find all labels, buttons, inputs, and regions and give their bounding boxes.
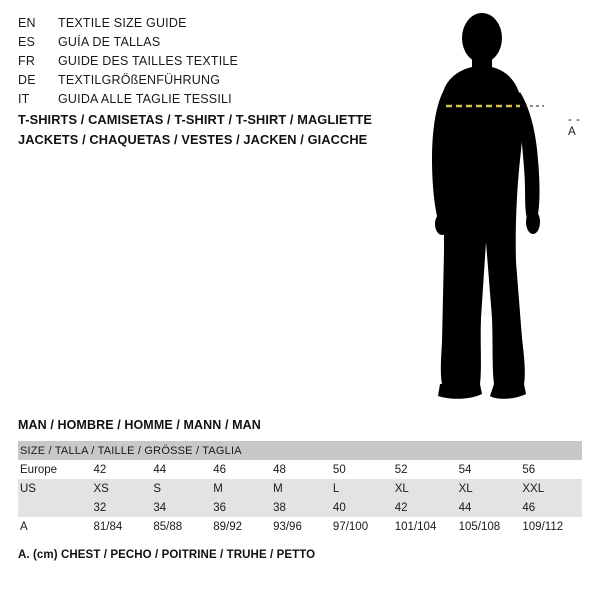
cell-europe-7: 54 [455, 460, 519, 479]
language-row-it [18, 90, 368, 109]
cell-europe-4: 48 [269, 460, 329, 479]
language-text-en: TEXTILE SIZE GUIDE [58, 16, 187, 30]
cell-europe-2: 44 [149, 460, 209, 479]
table-header-label: SIZE / TALLA / TAILLE / GRÖSSE / TAGLIA [18, 441, 582, 460]
table-title-man: MAN / HOMBRE / HOMME / MANN / MAN [18, 418, 261, 432]
language-text-it: GUIDA ALLE TAGLIE TESSILI [58, 92, 232, 106]
cell-a-6: 101/104 [391, 517, 455, 536]
table-row [18, 479, 582, 498]
language-row-de [18, 71, 368, 90]
cell-us-2: S [149, 479, 209, 498]
language-row-fr [18, 52, 368, 71]
category-list [18, 110, 418, 150]
cell-a-1: 81/84 [89, 517, 149, 536]
cell-us-5: L [329, 479, 391, 498]
size-table [18, 441, 582, 536]
silhouette-icon [420, 12, 590, 412]
cell-a-2: 85/88 [149, 517, 209, 536]
cell-us-6: XL [391, 479, 455, 498]
language-text-de: TEXTILGRÖßENFÜHRUNG [58, 73, 221, 87]
table-row [18, 460, 582, 479]
cell-usnum-6: 42 [391, 498, 455, 517]
cell-usnum-7: 44 [455, 498, 519, 517]
cell-us-8: XXL [518, 479, 582, 498]
male-silhouette-figure [420, 12, 590, 412]
footnote-chest: A. (cm) CHEST / PECHO / POITRINE / TRUHE / PETTO [18, 549, 316, 561]
language-code-fr: FR [18, 54, 36, 68]
cell-us-4: M [269, 479, 329, 498]
cell-usnum-5: 40 [329, 498, 391, 517]
language-row-es [18, 33, 368, 52]
cell-europe-8: 56 [518, 460, 582, 479]
cell-usnum-1: 32 [89, 498, 149, 517]
language-row-en [18, 14, 368, 33]
cell-usnum-3: 36 [209, 498, 269, 517]
language-code-de: DE [18, 73, 36, 87]
cell-a-5: 97/100 [329, 517, 391, 536]
cell-europe-6: 52 [391, 460, 455, 479]
cell-europe-5: 50 [329, 460, 391, 479]
language-code-en: EN [18, 16, 36, 30]
category-jackets: JACKETS / CHAQUETAS / VESTES / JACKEN / GIACCHE [18, 132, 368, 147]
cell-a-3: 89/92 [209, 517, 269, 536]
cell-us-3: M [209, 479, 269, 498]
language-text-fr: GUIDE DES TAILLES TEXTILE [58, 54, 239, 68]
cell-a-4: 93/96 [269, 517, 329, 536]
language-text-es: GUÍA DE TALLAS [58, 35, 161, 49]
row-label-us-numeric [18, 498, 89, 517]
cell-usnum-4: 38 [269, 498, 329, 517]
cell-europe-1: 42 [89, 460, 149, 479]
row-label-europe: Europe [18, 460, 89, 479]
measurement-callout-a: - - A [568, 114, 581, 138]
cell-europe-3: 46 [209, 460, 269, 479]
language-list [18, 14, 368, 109]
category-tshirts: T-SHIRTS / CAMISETAS / T-SHIRT / T-SHIRT / MAGLIETTE [18, 112, 373, 127]
size-table-wrapper [18, 441, 582, 536]
cell-a-7: 105/108 [455, 517, 519, 536]
cell-usnum-2: 34 [149, 498, 209, 517]
cell-us-7: XL [455, 479, 519, 498]
cell-usnum-8: 46 [518, 498, 582, 517]
cell-a-8: 109/112 [518, 517, 582, 536]
table-row [18, 517, 582, 536]
table-row-header [18, 441, 582, 460]
table-row [18, 498, 582, 517]
row-label-a: A [18, 517, 89, 536]
row-label-us: US [18, 479, 89, 498]
language-code-es: ES [18, 35, 36, 49]
language-code-it: IT [18, 92, 30, 106]
cell-us-1: XS [89, 479, 149, 498]
